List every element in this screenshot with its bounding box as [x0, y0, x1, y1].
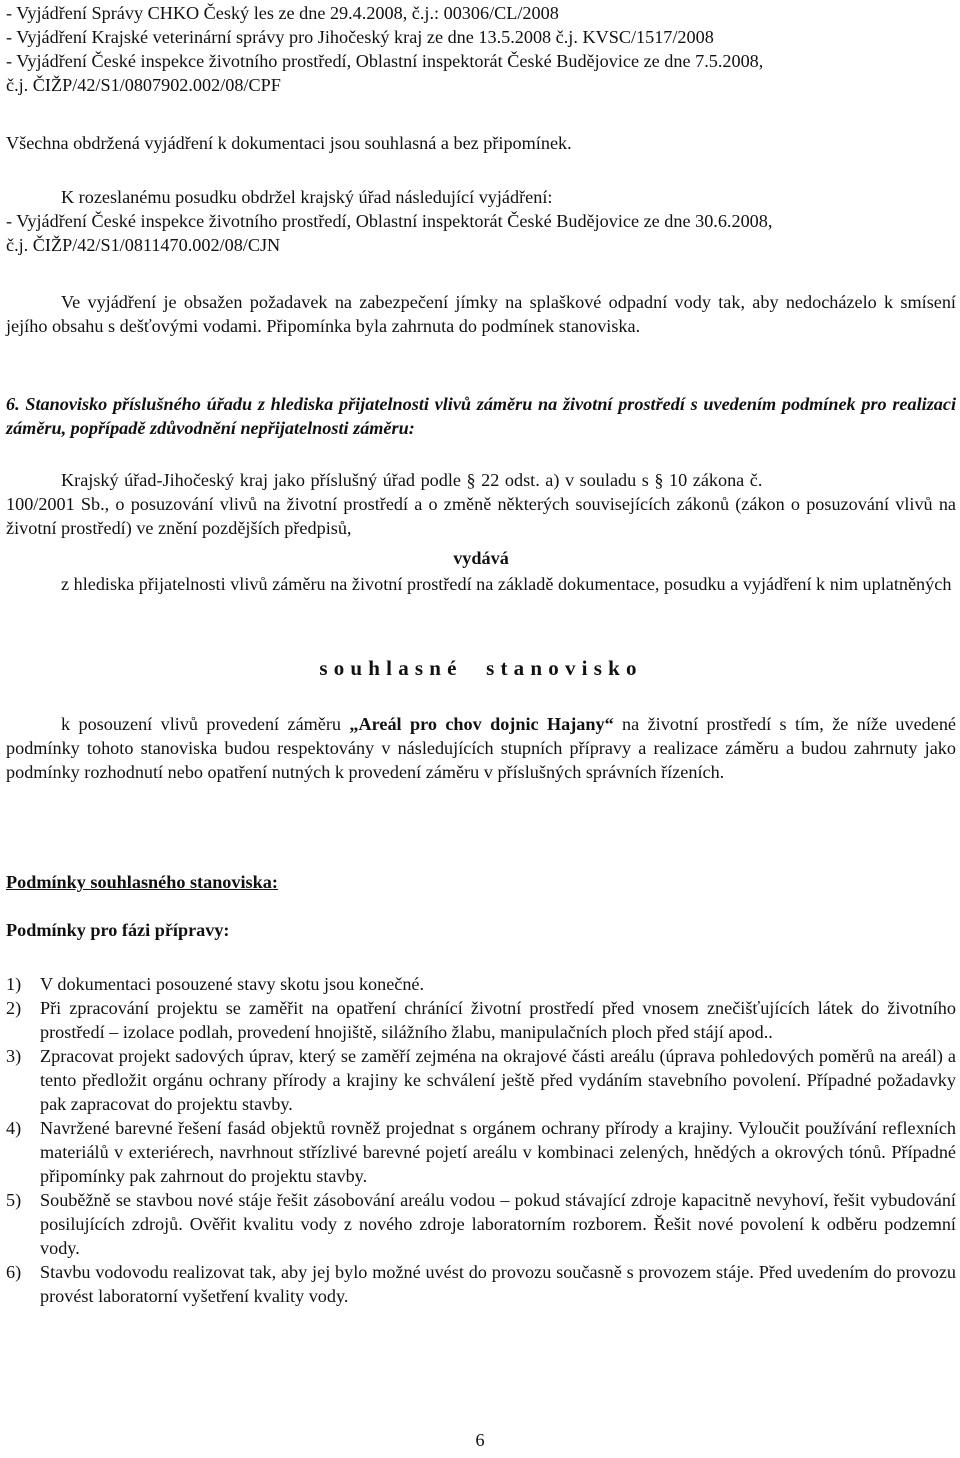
- all-agree-statement: Všechna obdržená vyjádření k dokumentaci jsou souhlasná a bez připomínek.: [6, 133, 572, 153]
- section-6-heading: 6. Stanovisko příslušného úřadu z hlediska přijatelnosti vlivů záměru na životní prostředí s uvedením podmínek pro realizaci záměru, popřípadě zdůvodnění nepřijatelnosti záměru:: [6, 394, 956, 438]
- condition-item: [6, 996, 956, 1044]
- condition-text: Souběžně se stavbou nové stáje řešit zásobování areálu vodou – pokud stávající zdroje kapacitně nevyhoví, řešit vybudování posilujících zdrojů. Ověřit kvalitu vody z nového zdroje laboratorním rozborem. Řešit nové povolení k odběru podzemní vody.: [40, 1190, 956, 1258]
- condition-number: 2): [6, 998, 22, 1018]
- project-name: „Areál pro chov dojnic Hajany“: [349, 714, 614, 734]
- condition-text: Při zpracování projektu se zaměřit na opatření chránící životní prostředí před vnosem znečišťujících látek do životního prostředí – izolace podlah, provedení hnojiště, silážního žlabu, manipulačních ploch před stájí apod..: [40, 998, 956, 1042]
- conditions-list: [6, 972, 956, 1308]
- list-item: - Vyjádření České inspekce životního prostředí, Oblastní inspektorát České Budějovice ze dne 30.6.2008,: [6, 211, 773, 231]
- top-statements-list: [6, 1, 956, 97]
- condition-item: [6, 1188, 956, 1260]
- condition-text: Navržené barevné řešení fasád objektů rovněž projednat s orgánem ochrany přírody a krajiny. Vyloučit používání reflexních materiálů v exteriérech, navrhnout střízlivé barevné pojetí areálu v kombinaci zelených, hnědých a okrových tónů. Případné připomínky pak zahrnout do projektu stavby.: [40, 1118, 956, 1186]
- condition-item: [6, 1116, 956, 1188]
- condition-text: Zpracovat projekt sadových úprav, který se zaměří zejména na okrajové části areálu (úprava pohledových poměrů na areál) a tento předložit orgánu ochrany přírody a krajiny ke schválení ještě před vydáním stavebního povolení. Případné požadavky pak zapracovat do projektu stavby.: [40, 1046, 956, 1114]
- condition-number: 1): [6, 974, 22, 994]
- authority-line-rest: 100/2001 Sb., o posuzování vlivů na životní prostředí a o změně některých souvisejících zákonů (zákon o posuzování vlivů na životní prostředí) ve znění pozdějších předpisů,: [6, 494, 956, 538]
- condition-text: Stavbu vodovodu realizovat tak, aby jej bylo možné uvést do provozu současně s provozem stáje. Před uvedením do provozu provést laboratorní vyšetření kvality vody.: [40, 1262, 956, 1306]
- condition-number: 6): [6, 1262, 22, 1282]
- condition-item: [6, 972, 956, 996]
- basis-paragraph: z hlediska přijatelnosti vlivů záměru na životní prostředí na základě dokumentace, posudku a vyjádření k nim uplatněných: [61, 574, 952, 594]
- list-item: - Vyjádření Krajské veterinární správy pro Jihočeský kraj ze dne 13.5.2008 č.j. KVSC/1517/2008: [6, 27, 714, 47]
- statement-title: souhlasné stanovisko: [319, 656, 643, 680]
- condition-number: 5): [6, 1190, 22, 1210]
- issues-word: vydává: [453, 548, 509, 568]
- page-number: 6: [475, 1430, 485, 1450]
- received-intro: K rozeslanému posudku obdržel krajský úřad následující vyjádření:: [61, 187, 553, 207]
- list-item: - Vyjádření České inspekce životního prostředí, Oblastní inspektorát České Budějovice ze dne 7.5.2008,: [6, 51, 764, 71]
- condition-number: 3): [6, 1046, 22, 1066]
- authority-paragraph: [6, 468, 956, 540]
- list-item: č.j. ČIŽP/42/S1/0811470.002/08/CJN: [6, 235, 281, 255]
- condition-item: [6, 1260, 956, 1308]
- condition-item: [6, 1044, 956, 1116]
- list-item: č.j. ČIŽP/42/S1/0807902.002/08/CPF: [6, 75, 281, 95]
- received-statements: [6, 185, 956, 257]
- conditions-heading: Podmínky souhlasného stanoviska:: [6, 872, 278, 892]
- list-item: - Vyjádření Správy CHKO Český les ze dne 29.4.2008, č.j.: 00306/CL/2008: [6, 3, 559, 23]
- prep-phase-heading: Podmínky pro fázi přípravy:: [6, 920, 230, 940]
- authority-line-1: Krajský úřad-Jihočeský kraj jako příslušný úřad podle § 22 odst. a) v souladu s § 10 zákona č.: [61, 470, 763, 490]
- assessment-suffix: na životní prostředí s tím, že níže uvedené podmínky tohoto stanoviska budou respektovány v následujících stupních přípravy a realizace záměru a budou zahrnuty jako podmínky rozhodnutí nebo opatření nutných k provedení záměru v příslušných správních řízeních.: [6, 714, 956, 782]
- condition-text: V dokumentaci posouzené stavy skotu jsou konečné.: [40, 974, 425, 994]
- requirement-paragraph: Ve vyjádření je obsažen požadavek na zabezpečení jímky na splaškové odpadní vody tak, aby nedocházelo k smísení jejího obsahu s dešťovými vodami. Připomínka byla zahrnuta do podmínek stanoviska.: [6, 292, 956, 336]
- assessment-paragraph: [6, 712, 956, 784]
- condition-number: 4): [6, 1118, 22, 1138]
- assessment-prefix: k posouzení vlivů provedení záměru: [61, 714, 350, 734]
